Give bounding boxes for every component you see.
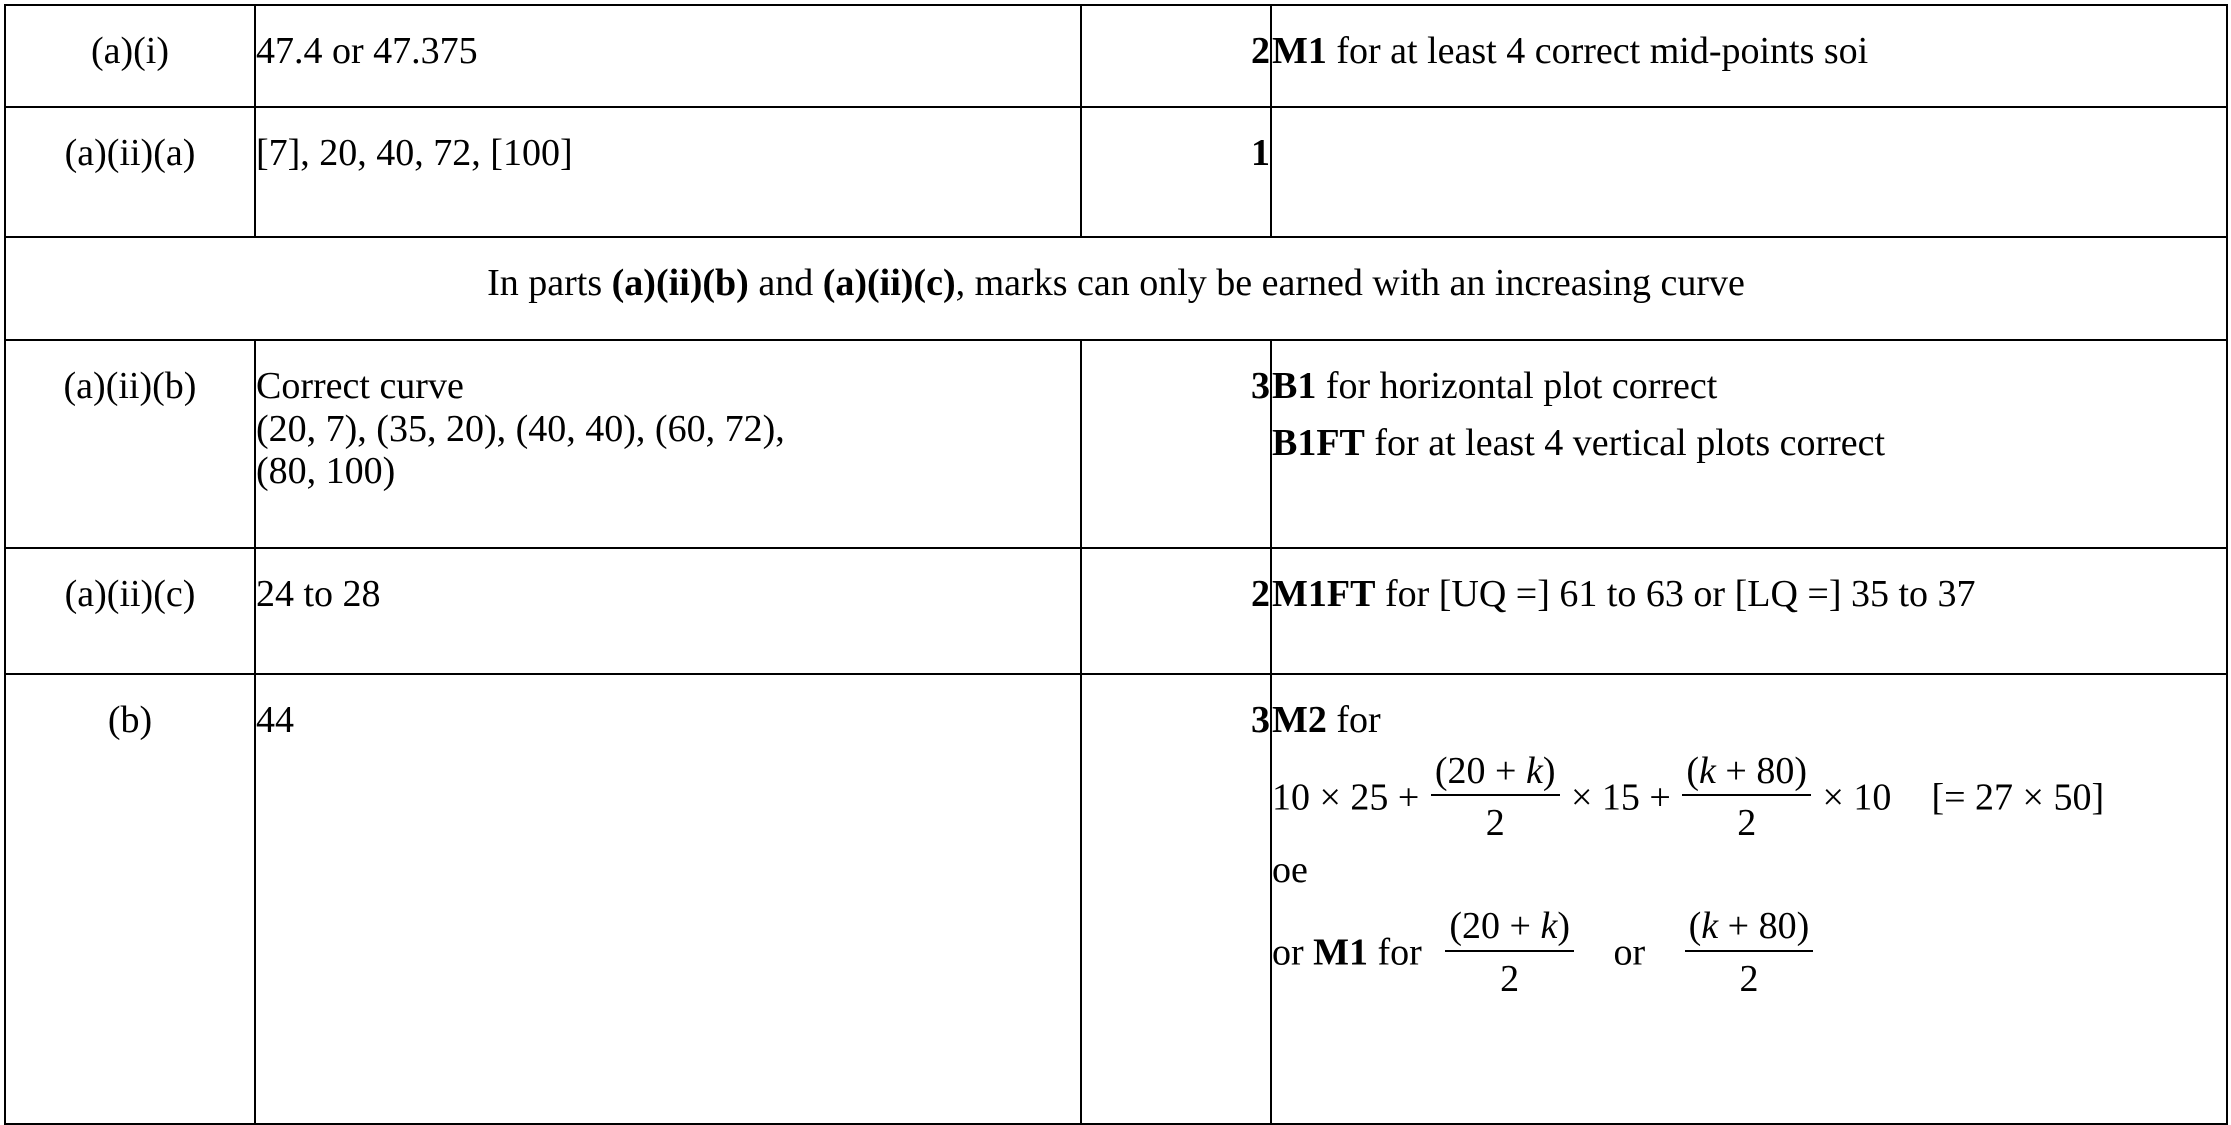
guidance-text: for at least 4 vertical plots correct (1364, 421, 1886, 464)
mark-code: M1 (1272, 30, 1327, 72)
mark-code: B1FT (1272, 421, 1365, 464)
fraction-denominator: 2 (1737, 802, 1757, 845)
guidance-text: for horizontal plot correct (1316, 365, 1718, 407)
note-text-pre: In parts (487, 262, 612, 304)
num-part: ( (1686, 749, 1700, 792)
num-part: + 80) (1718, 905, 1810, 948)
table-row (5, 107, 2227, 237)
answer-line: (80, 100) (256, 450, 396, 493)
fraction (1431, 750, 1560, 845)
part-label: (a)(ii)(a) (5, 107, 255, 237)
note-text-post: , marks can only be earned with an increasing curve (955, 262, 1745, 304)
table-row (5, 5, 2227, 107)
expr-term: × 15 + (1571, 775, 1671, 818)
mark-code: M1 (1313, 931, 1369, 974)
note-text-and: and (748, 262, 823, 304)
guidance-cell (1271, 107, 2227, 237)
answer-line: Correct curve (256, 365, 464, 407)
table-row (5, 548, 2227, 674)
mark-scheme-table (4, 4, 2228, 1125)
m2-expression (1272, 750, 2226, 845)
fraction-denominator: 2 (1739, 957, 1759, 1000)
part-label: (a)(ii)(c) (5, 548, 255, 674)
mark-cell: 2 (1081, 5, 1271, 107)
guidance-text: for (1368, 931, 1422, 974)
guidance-text: for [UQ =] 61 to 63 or [LQ =] 35 to 37 (1375, 573, 1976, 615)
answer-line: (20, 7), (35, 20), (40, 40), (60, 72), (256, 407, 785, 450)
guidance-line (1272, 699, 2226, 742)
fraction-numerator (1431, 750, 1560, 797)
fraction (1445, 905, 1574, 1000)
guidance-text: for at least 4 correct mid-points soi (1326, 30, 1869, 72)
guidance-cell (1271, 674, 2227, 1124)
answer-cell: 47.4 or 47.375 (255, 5, 1081, 107)
note-cell (5, 237, 2227, 340)
variable-k: k (1701, 905, 1719, 948)
num-part: ( (1688, 905, 1702, 948)
fraction (1682, 750, 1811, 845)
table-row (5, 340, 2227, 548)
note-row (5, 237, 2227, 340)
fraction (1685, 905, 1814, 1000)
num-part: ) (1542, 749, 1556, 792)
num-part: (20 + (1449, 905, 1541, 948)
mark-cell: 1 (1081, 107, 1271, 237)
mark-cell: 2 (1081, 548, 1271, 674)
guidance-text: for (1326, 699, 1381, 741)
fraction-denominator: 2 (1485, 802, 1505, 845)
guidance-cell (1271, 5, 2227, 107)
note-part-1: (a)(ii)(b) (611, 262, 749, 304)
m1-expression (1272, 905, 2226, 1000)
guidance-line (1272, 422, 2226, 465)
num-part: + 80) (1715, 749, 1807, 792)
or-text: or (1272, 931, 1314, 974)
guidance-line (1272, 365, 2226, 408)
guidance-cell (1271, 340, 2227, 548)
expr-term: × 10 (1822, 775, 1892, 818)
oe-text: oe (1272, 848, 1308, 891)
expr-term: 10 × 25 + (1272, 775, 1420, 818)
fraction-numerator (1445, 905, 1574, 952)
note-part-2: (a)(ii)(c) (822, 262, 956, 304)
answer-cell: [7], 20, 40, 72, [100] (255, 107, 1081, 237)
expr-bracket: [= 27 × 50] (1931, 775, 2105, 818)
mark-code: B1 (1272, 365, 1317, 407)
answer-cell (255, 340, 1081, 548)
guidance-cell (1271, 548, 2227, 674)
fraction-numerator (1685, 905, 1814, 952)
variable-k: k (1540, 905, 1558, 948)
mark-code: M1FT (1272, 573, 1376, 615)
or-text: or (1613, 931, 1646, 974)
mark-cell: 3 (1081, 340, 1271, 548)
mark-cell: 3 (1081, 674, 1271, 1124)
table-row (5, 674, 2227, 1124)
answer-cell: 24 to 28 (255, 548, 1081, 674)
part-label: (a)(i) (5, 5, 255, 107)
part-label: (b) (5, 674, 255, 1124)
num-part: (20 + (1434, 749, 1526, 792)
part-label: (a)(ii)(b) (5, 340, 255, 548)
variable-k: k (1699, 749, 1716, 792)
answer-cell: 44 (255, 674, 1081, 1124)
mark-code: M2 (1272, 699, 1327, 741)
variable-k: k (1525, 749, 1543, 792)
num-part: ) (1557, 905, 1570, 948)
fraction-denominator: 2 (1500, 957, 1520, 1000)
fraction-numerator (1682, 750, 1811, 797)
